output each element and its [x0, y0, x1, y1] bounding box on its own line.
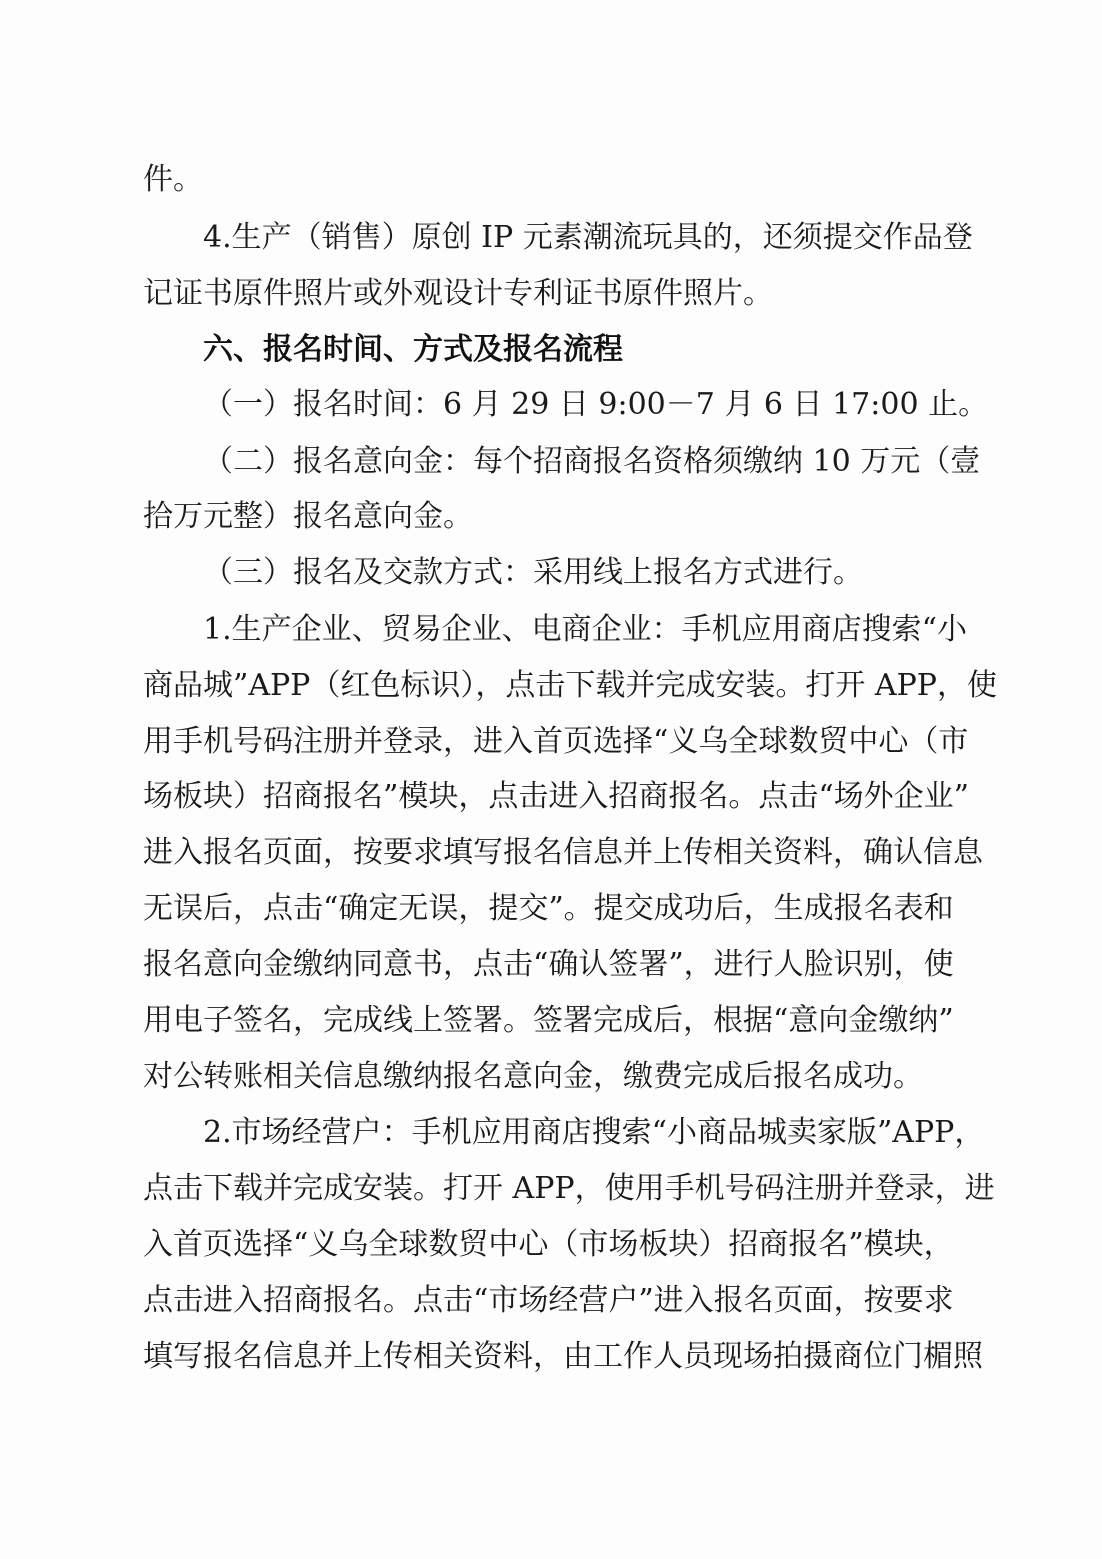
text-line: 场板块）招商报名”模块，点击进入招商报名。点击“场外企业” [143, 779, 970, 814]
text-line: 填写报名信息并上传相关资料，由工作人员现场拍摄商位门楣照 [143, 1339, 983, 1374]
text-line: 件。 [143, 162, 203, 197]
text-line: （一）报名时间：6 月 29 日 9:00－7 月 6 日 17:00 止。 [203, 387, 989, 422]
text-line: （二）报名意向金：每个招商报名资格须缴纳 10 万元（壹 [203, 444, 981, 479]
text-line: 4.生产（销售）原创 IP 元素潮流玩具的，还须提交作品登 [203, 220, 973, 255]
text-line: 2.市场经营户：手机应用商店搜索“小商品城卖家版”APP， [203, 1115, 985, 1150]
text-line: 入首页选择“义乌全球数贸中心（市场板块）招商报名”模块， [143, 1227, 954, 1262]
text-line: 1.生产企业、贸易企业、电商企业：手机应用商店搜索“小 [203, 612, 967, 647]
text-line: 对公转账相关信息缴纳报名意向金，缴费完成后报名成功。 [143, 1059, 923, 1094]
text-line: 记证书原件照片或外观设计专利证书原件照片。 [143, 276, 773, 311]
text-line: 进入报名页面，按要求填写报名信息并上传相关资料，确认信息 [143, 835, 983, 870]
section-heading: 六、报名时间、方式及报名流程 [203, 332, 623, 367]
text-line: 拾万元整）报名意向金。 [143, 499, 473, 534]
text-line: 用手机号码注册并登录，进入首页选择“义乌全球数贸中心（市 [143, 724, 969, 759]
text-line: 点击进入招商报名。点击“市场经营户”进入报名页面，按要求 [143, 1283, 954, 1318]
text-line: 点击下载并完成安装。打开 APP，使用手机号码注册并登录，进 [143, 1171, 995, 1206]
text-line: 用电子签名，完成线上签署。签署完成后，根据“意向金缴纳” [143, 1003, 954, 1038]
text-line: 无误后，点击“确定无误，提交”。提交成功后，生成报名表和 [143, 891, 954, 926]
text-line: （三）报名及交款方式：采用线上报名方式进行。 [203, 555, 863, 590]
text-line: 商品城”APP（红色标识），点击下载并完成安装。打开 APP，使 [143, 668, 997, 703]
text-line: 报名意向金缴纳同意书，点击“确认签署”，进行人脸识别，使 [143, 947, 954, 982]
